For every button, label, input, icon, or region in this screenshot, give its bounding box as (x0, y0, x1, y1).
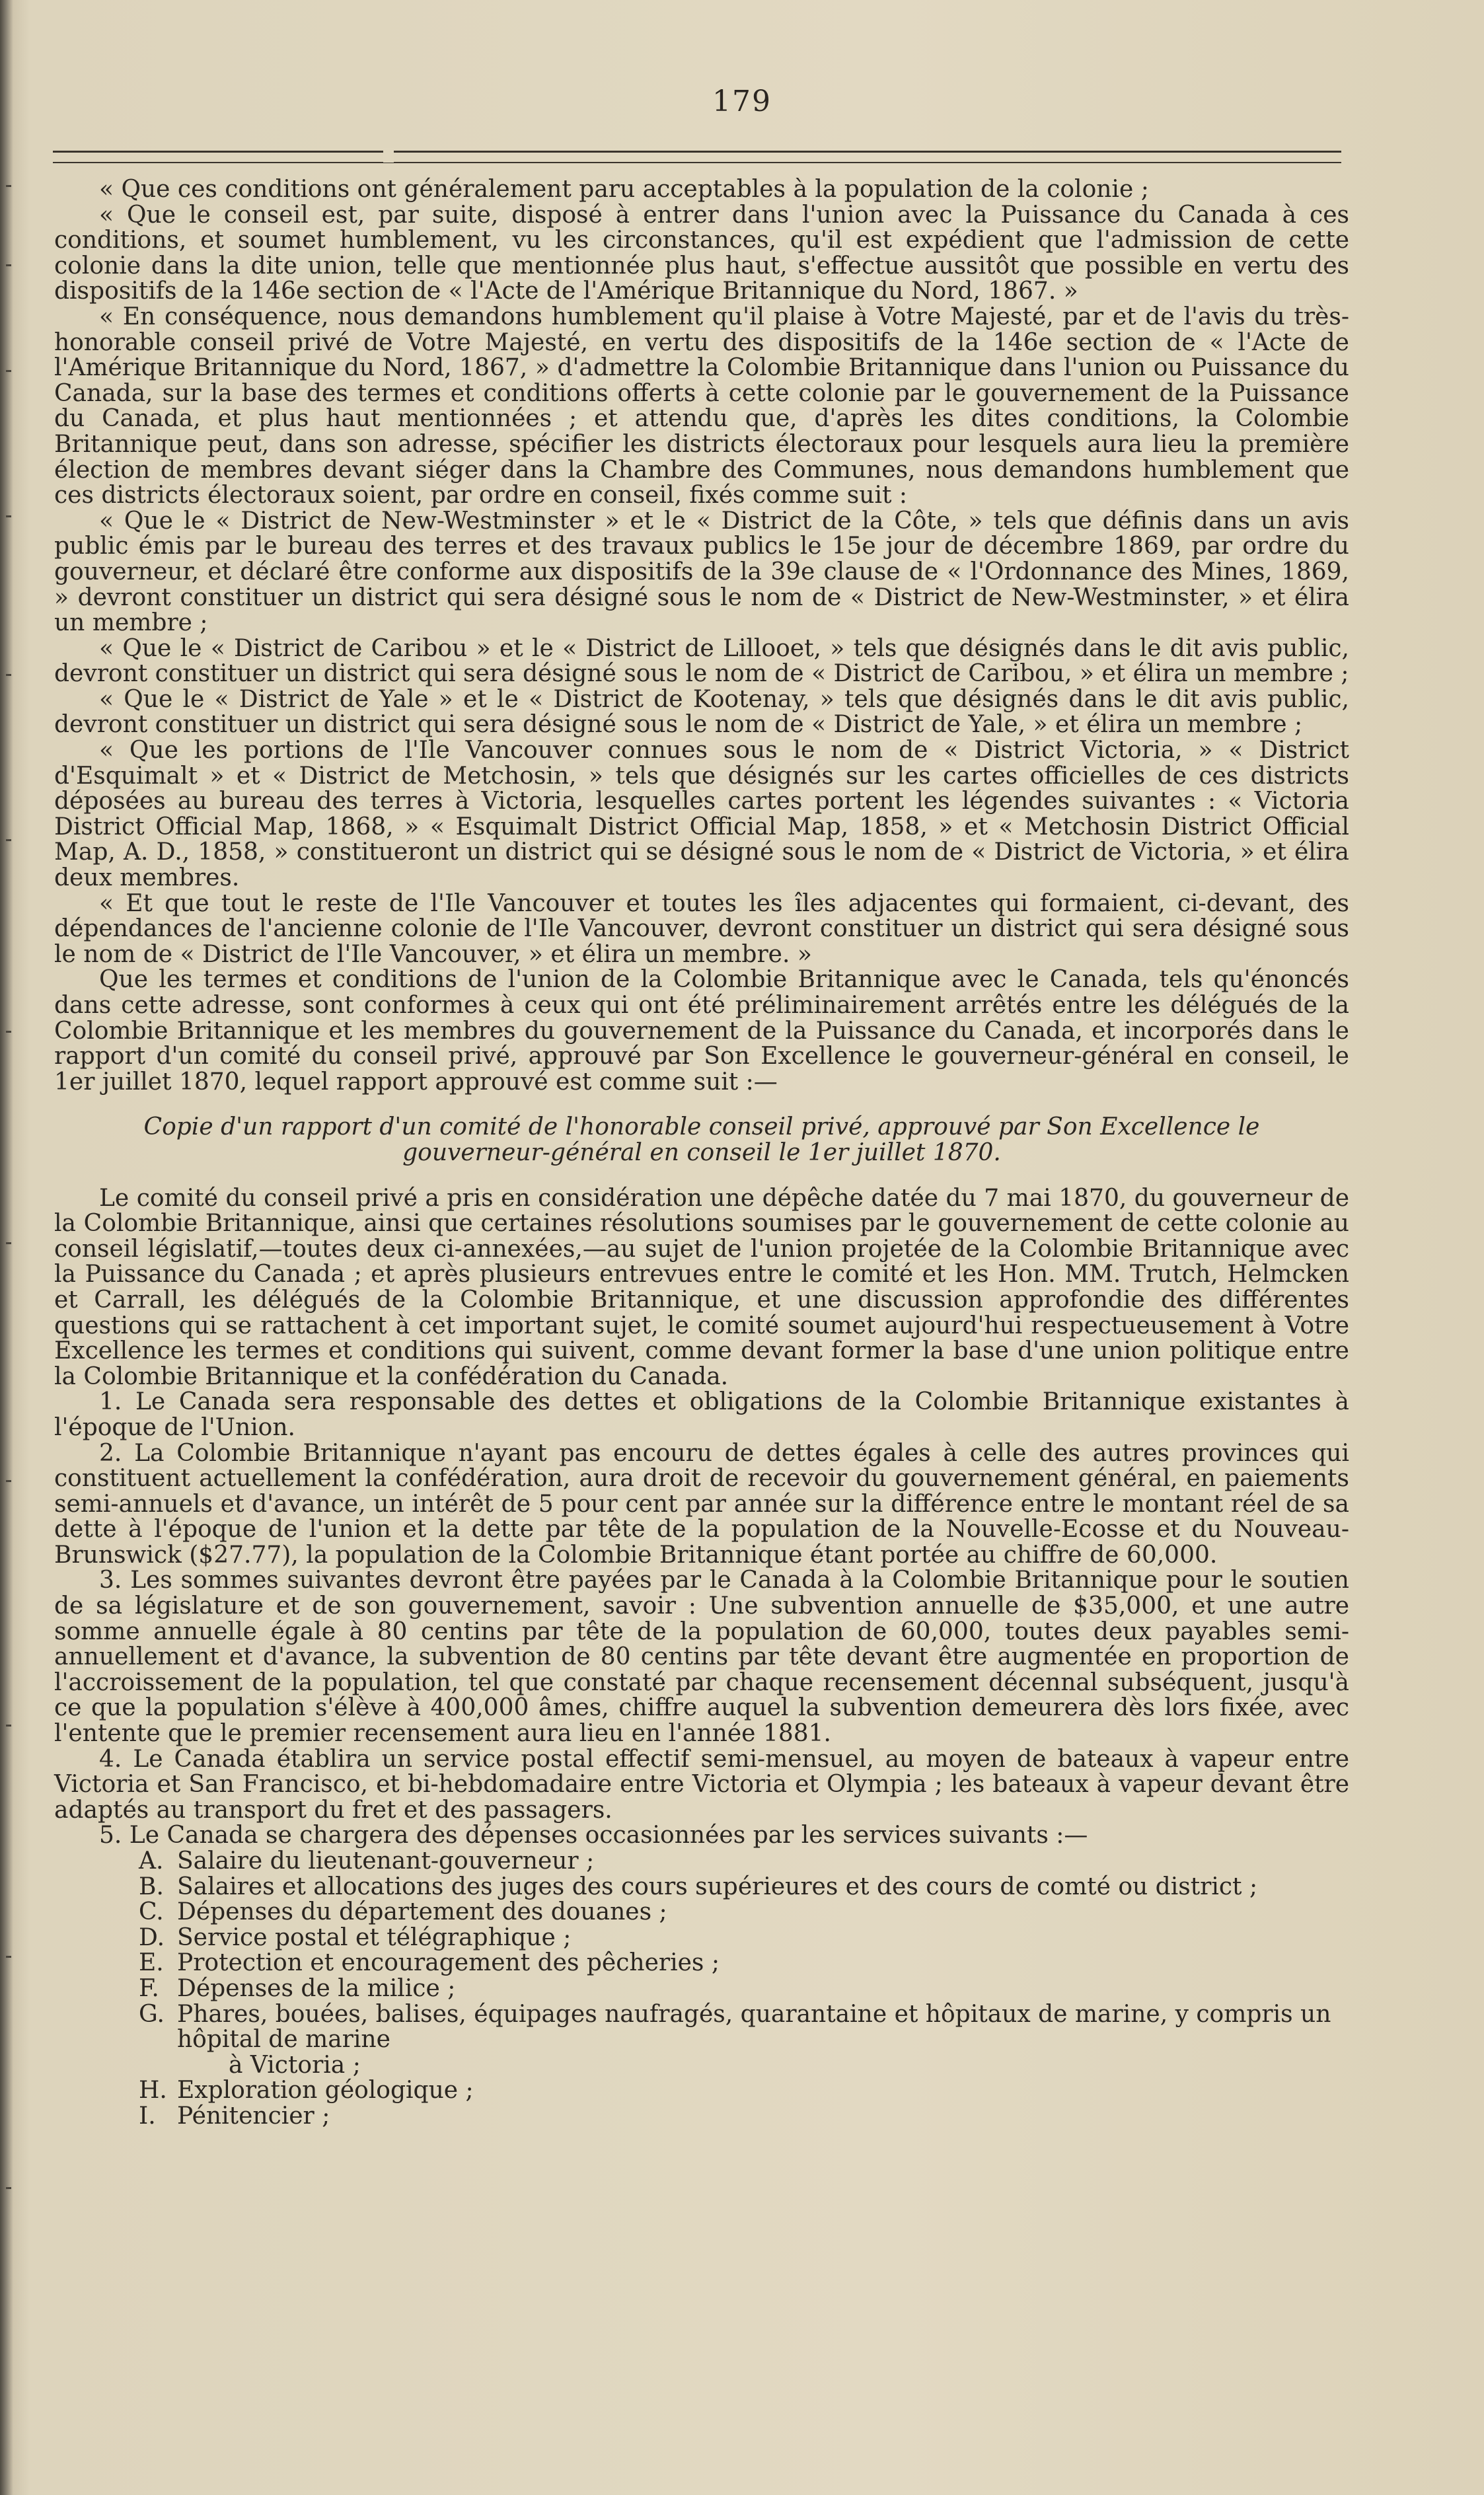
paragraph: Le comité du conseil privé a pris en considération une dépêche datée du 7 mai 1870, du gouverneur de la Colombie Britannique, ainsi que certaines résolutions soumises par le gouvernement de cette colonie au conseil législatif,—toutes deux ci-annexées,—au sujet de l'union projetée de la Colombie Britannique avec la Puissance du Canada ; et après plusieurs entrevues entre le comité et les Hon. MM. Trutch, Helmcken et Carrall, les délégués de la Colombie Britannique, et une discussion approfondie des différentes questions qui se rattachent à cet important sujet, le comité soumet aujourd'hui respectueusement à Votre Excellence les termes et conditions qui suivent, comme devant former la base d'une union politique entre la Colombie Britannique et la confédération du Canada. (54, 1184, 1349, 1390)
paragraph: « Que le « District de Caribou » et le « District de Lillooet, » tels que désignés dans le dit avis public, devront constituer un district qui sera désigné sous le nom de « District de Caribou, » et élira un membre ; (54, 634, 1349, 688)
list-item (54, 2104, 1349, 2130)
list-item-letter: I. (139, 2102, 156, 2130)
list-item-text: Phares, bouées, balises, équipages naufragés, quarantaine et hôpitaux de marine, y compris un hôpital de marine (177, 2000, 1331, 2054)
list-item (54, 1849, 1349, 1875)
services-list (54, 1849, 1349, 2130)
list-item (54, 1875, 1349, 1900)
page-number: 179 (712, 85, 772, 118)
paragraph: 1. Le Canada sera responsable des dettes et obligations de la Colombie Britannique existantes à l'époque de l'Union. (54, 1388, 1349, 1441)
paragraph: « Que le « District de New-Westminster » et le « District de la Côte, » tels que définis dans un avis public émis par le bureau des terres et des travaux publics le 15e jour de décembre 1869, par ordre du gouverneur, et déclaré être conforme aux dispositifs de la 39e clause de « l'Ordonnance des Mines, 1869, » devront constituer un district qui sera désigné sous le nom de « District de New-Westminster, » et élira un membre ; (54, 507, 1349, 637)
body-text (54, 177, 1349, 2130)
list-item-letter: G. (139, 2000, 165, 2028)
list-item (54, 1925, 1349, 1951)
list-item (54, 2002, 1349, 2079)
paragraph: « En conséquence, nous demandons humblement qu'il plaise à Votre Majesté, par et de l'avis du très-honorable conseil privé de Votre Majesté, en vertu des dispositifs de la 146e section de « l'Acte de l'Amérique Britannique du Nord, 1867, » d'admettre la Colombie Britannique dans l'union ou Puissance du Canada, sur la base des termes et conditions offerts à cette colonie par le gouvernement de la Puissance du Canada, et plus haut mentionnées ; et attendu que, d'après les dites conditions, la Colombie Britannique peut, dans son adresse, spécifier les districts électoraux pour lesquels aura lieu la première élection de membres devant siéger dans la Chambre des Communes, nous demandons humblement que ces districts électoraux soient, par ordre en conseil, fixés comme suit : (54, 303, 1349, 509)
list-item-text: Protection et encouragement des pêcheries ; (177, 1949, 720, 1977)
list-item-letter: F. (139, 1974, 159, 2002)
list-item (54, 2078, 1349, 2104)
paragraph: « Que le conseil est, par suite, disposé à entrer dans l'union avec la Puissance du Canada à ces conditions, et soumet humblement, vu les circonstances, qu'il est expédient que l'admission de cette colonie dans la dite union, telle que mentionnée plus haut, s'effectue aussitôt que possible en vertu des dispositifs de la 146e section de « l'Acte de l'Amérique Britannique du Nord, 1867. » (54, 201, 1349, 305)
list-item-letter: C. (139, 1898, 164, 1926)
paragraph: « Que les portions de l'Ile Vancouver connues sous le nom de « District Victoria, » « District d'Esquimalt » et « District de Metchosin, » tels que désignés sur les cartes officielles de ces districts déposées au bureau des terres à Victoria, lesquelles cartes portent les légendes suivantes : « Victoria District Official Map, 1868, » « Esquimalt District Official Map, 1858, » et « Metchosin District Official Map, A. D., 1858, » constitueront un district qui se désigné sous le nom de « District de Victoria, » et élira deux membres. (54, 737, 1349, 892)
paragraph: 3. Les sommes suivantes devront être payées par le Canada à la Colombie Britannique pour le soutien de sa législature et de son gouvernement, savoir : Une subvention annuelle de $35,000, et une autre somme annuelle égale à 80 centins par tête de la population de 60,000, toutes deux payables semi-annuellement et d'avance, la subvention de 80 centins par tête devant être augmentée en proportion de l'accroissement de la population, tel que constaté par chaque recensement décennal subséquent, jusqu'à ce que la population s'élève à 400,000 âmes, chiffre auquel la subvention demeurera dès lors fixée, avec l'entente que le premier recensement aura lieu en l'année 1881. (54, 1567, 1349, 1748)
header-double-rule (53, 151, 1341, 163)
list-item (54, 1976, 1349, 2002)
list-item-text: Dépenses du département des douanes ; (177, 1898, 667, 1926)
paragraph: « Et que tout le reste de l'Ile Vancouver et toutes les îles adjacentes qui formaient, ci-devant, des dépendances de l'ancienne colonie de l'Ile Vancouver, devront constituer un district qui sera désigné sous le nom de « District de l'Ile Vancouver, » et élira un membre. » (54, 889, 1349, 968)
list-item-text: Salaires et allocations des juges des cours supérieures et des cours de comté ou district ; (177, 1873, 1258, 1900)
list-item-letter: D. (139, 1923, 165, 1951)
binding-edge (4, 172, 16, 2352)
paragraph: Que les termes et conditions de l'union de la Colombie Britannique avec le Canada, tels qu'énoncés dans cette adresse, sont conformes à ceux qui ont été préliminairement arrêtés entre les délégués de la Colombie Britannique et les membres du gouvernement de la Puissance du Canada, et incorporés dans le rapport d'un comité du conseil privé, approuvé par Son Excellence le gouverneur-général en conseil, le 1er juillet 1870, lequel rapport approuvé est comme suit :— (54, 966, 1349, 1096)
list-item-text: Pénitencier ; (177, 2102, 330, 2130)
list-item (54, 1951, 1349, 1976)
list-item-text: Exploration géologique ; (177, 2077, 474, 2104)
list-item-letter: E. (139, 1949, 164, 1977)
list-item-text: Service postal et télégraphique ; (177, 1923, 572, 1951)
list-item-text: Salaire du lieutenant-gouverneur ; (177, 1847, 595, 1875)
section-heading: Copie d'un rapport d'un comité de l'honorable conseil privé, approuvé par Son Excellence le gouverneur-général en conseil le 1er juillet 1870. (143, 1113, 1260, 1166)
list-item-letter: B. (139, 1873, 164, 1900)
list-item (54, 1900, 1349, 1925)
list-item-letter: H. (139, 2077, 167, 2104)
paragraph: « Que ces conditions ont généralement paru acceptables à la population de la colonie ; (99, 176, 1149, 203)
paragraph: 5. Le Canada se chargera des dépenses occasionnées par les services suivants :— (99, 1822, 1088, 1849)
paragraph: « Que le « District de Yale » et le « District de Kootenay, » tels que désignés dans le dit avis public, devront constituer un district qui sera désigné sous le nom de « District de Yale, » et élira un membre ; (54, 685, 1349, 739)
paragraph: 2. La Colombie Britannique n'ayant pas encouru de dettes égales à celle des autres provinces qui constituent actuellement la confédération, aura droit de recevoir du gouvernement général, en paiements semi-annuels et d'avance, un intérêt de 5 pour cent par année sur la différence entre le montant réel de sa dette à l'époque de l'union et la dette par tête de la population de la Nouvelle-Ecosse et du Nouveau-Brunswick ($27.77), la population de la Colombie Britannique étant portée au chiffre de 60,000. (54, 1439, 1349, 1569)
rule-break (383, 148, 394, 163)
list-item-continuation: à Victoria ; (229, 2051, 361, 2079)
paragraph: 4. Le Canada établira un service postal effectif semi-mensuel, au moyen de bateaux à vapeur entre Victoria et San Francisco, et bi-hebdomadaire entre Victoria et Olympia ; les bateaux à vapeur devant être adaptés au transport du fret et des passagers. (54, 1745, 1349, 1824)
list-item-text: Dépenses de la milice ; (177, 1974, 456, 2002)
list-item-letter: A. (139, 1847, 164, 1875)
